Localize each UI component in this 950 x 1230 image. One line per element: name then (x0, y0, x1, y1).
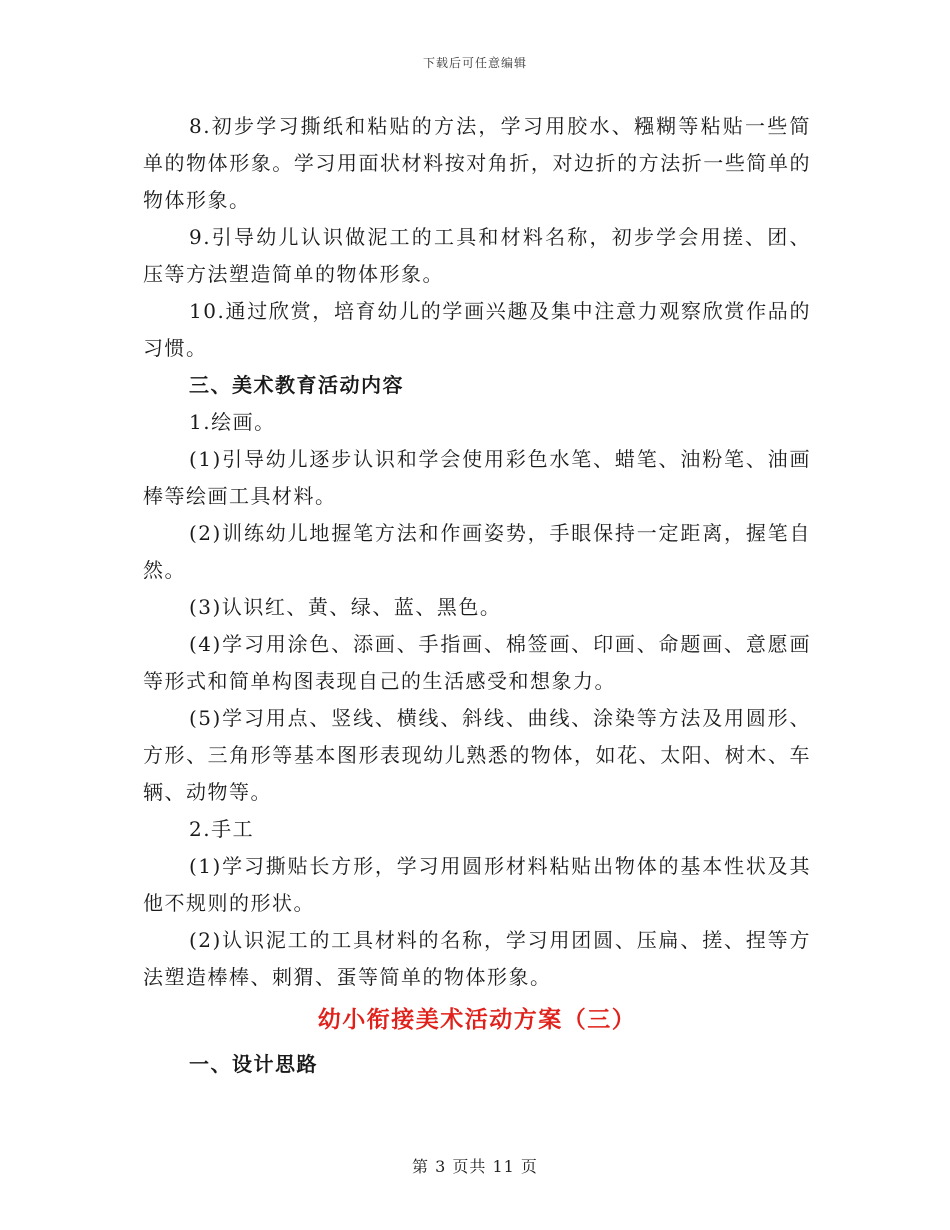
header-note: 下载后可任意编辑 (422, 56, 527, 70)
section-heading-activity-content: 三、美术教育活动内容 (189, 373, 404, 397)
handcraft-item-1: (1)学习撕贴长方形，学习用圆形材料粘贴出物体的基本性状及其他不规则的形状。 (143, 854, 811, 915)
drawing-item-1: (1)引导幼儿逐步认识和学会使用彩色水笔、蜡笔、油粉笔、油画棒等绘画工具材料。 (143, 447, 811, 508)
drawing-item-5: (5)学习用点、竖线、横线、斜线、曲线、涂染等方法及用圆形、方形、三角形等基本图形表现幼儿熟悉的物体，如花、太阳、树木、车辆、动物等。 (143, 706, 811, 804)
drawing-item-4: (4)学习用涂色、添画、手指画、棉签画、印画、命题画、意愿画等形式和简单构图表现自己的生活感受和想象力。 (143, 632, 811, 693)
handcraft-item-2: (2)认识泥工的工具材料的名称，学习用团圆、压扁、搓、捏等方法塑造棒棒、刺猬、蛋等简单的物体形象。 (143, 928, 811, 989)
design-idea-heading: 一、设计思路 (189, 1052, 318, 1076)
paragraph-item-9: 9.引导幼儿认识做泥工的工具和材料名称，初步学会用搓、团、压等方法塑造简单的物体形象。 (143, 225, 811, 286)
handcraft-title: 2.手工 (189, 817, 255, 841)
paragraph-item-10: 10.通过欣赏，培育幼儿的学画兴趣及集中注意力观察欣赏作品的习惯。 (143, 299, 811, 360)
page-footer: 第 3 页共 11 页 (412, 1157, 538, 1176)
document-body (143, 108, 811, 1084)
drawing-item-3: (3)认识红、黄、绿、蓝、黑色。 (189, 595, 502, 619)
drawing-item-2: (2)训练幼儿地握笔方法和作画姿势，手眼保持一定距离，握笔自然。 (143, 521, 811, 582)
plan-three-title: 幼小衔接美术活动方案（三） (317, 1006, 637, 1033)
paragraph-item-8: 8.初步学习撕纸和粘贴的方法，学习用胶水、糨糊等粘贴一些简单的物体形象。学习用面状材料按对角折，对边折的方法折一些简单的物体形象。 (143, 114, 811, 212)
drawing-title: 1.绘画。 (189, 410, 276, 434)
